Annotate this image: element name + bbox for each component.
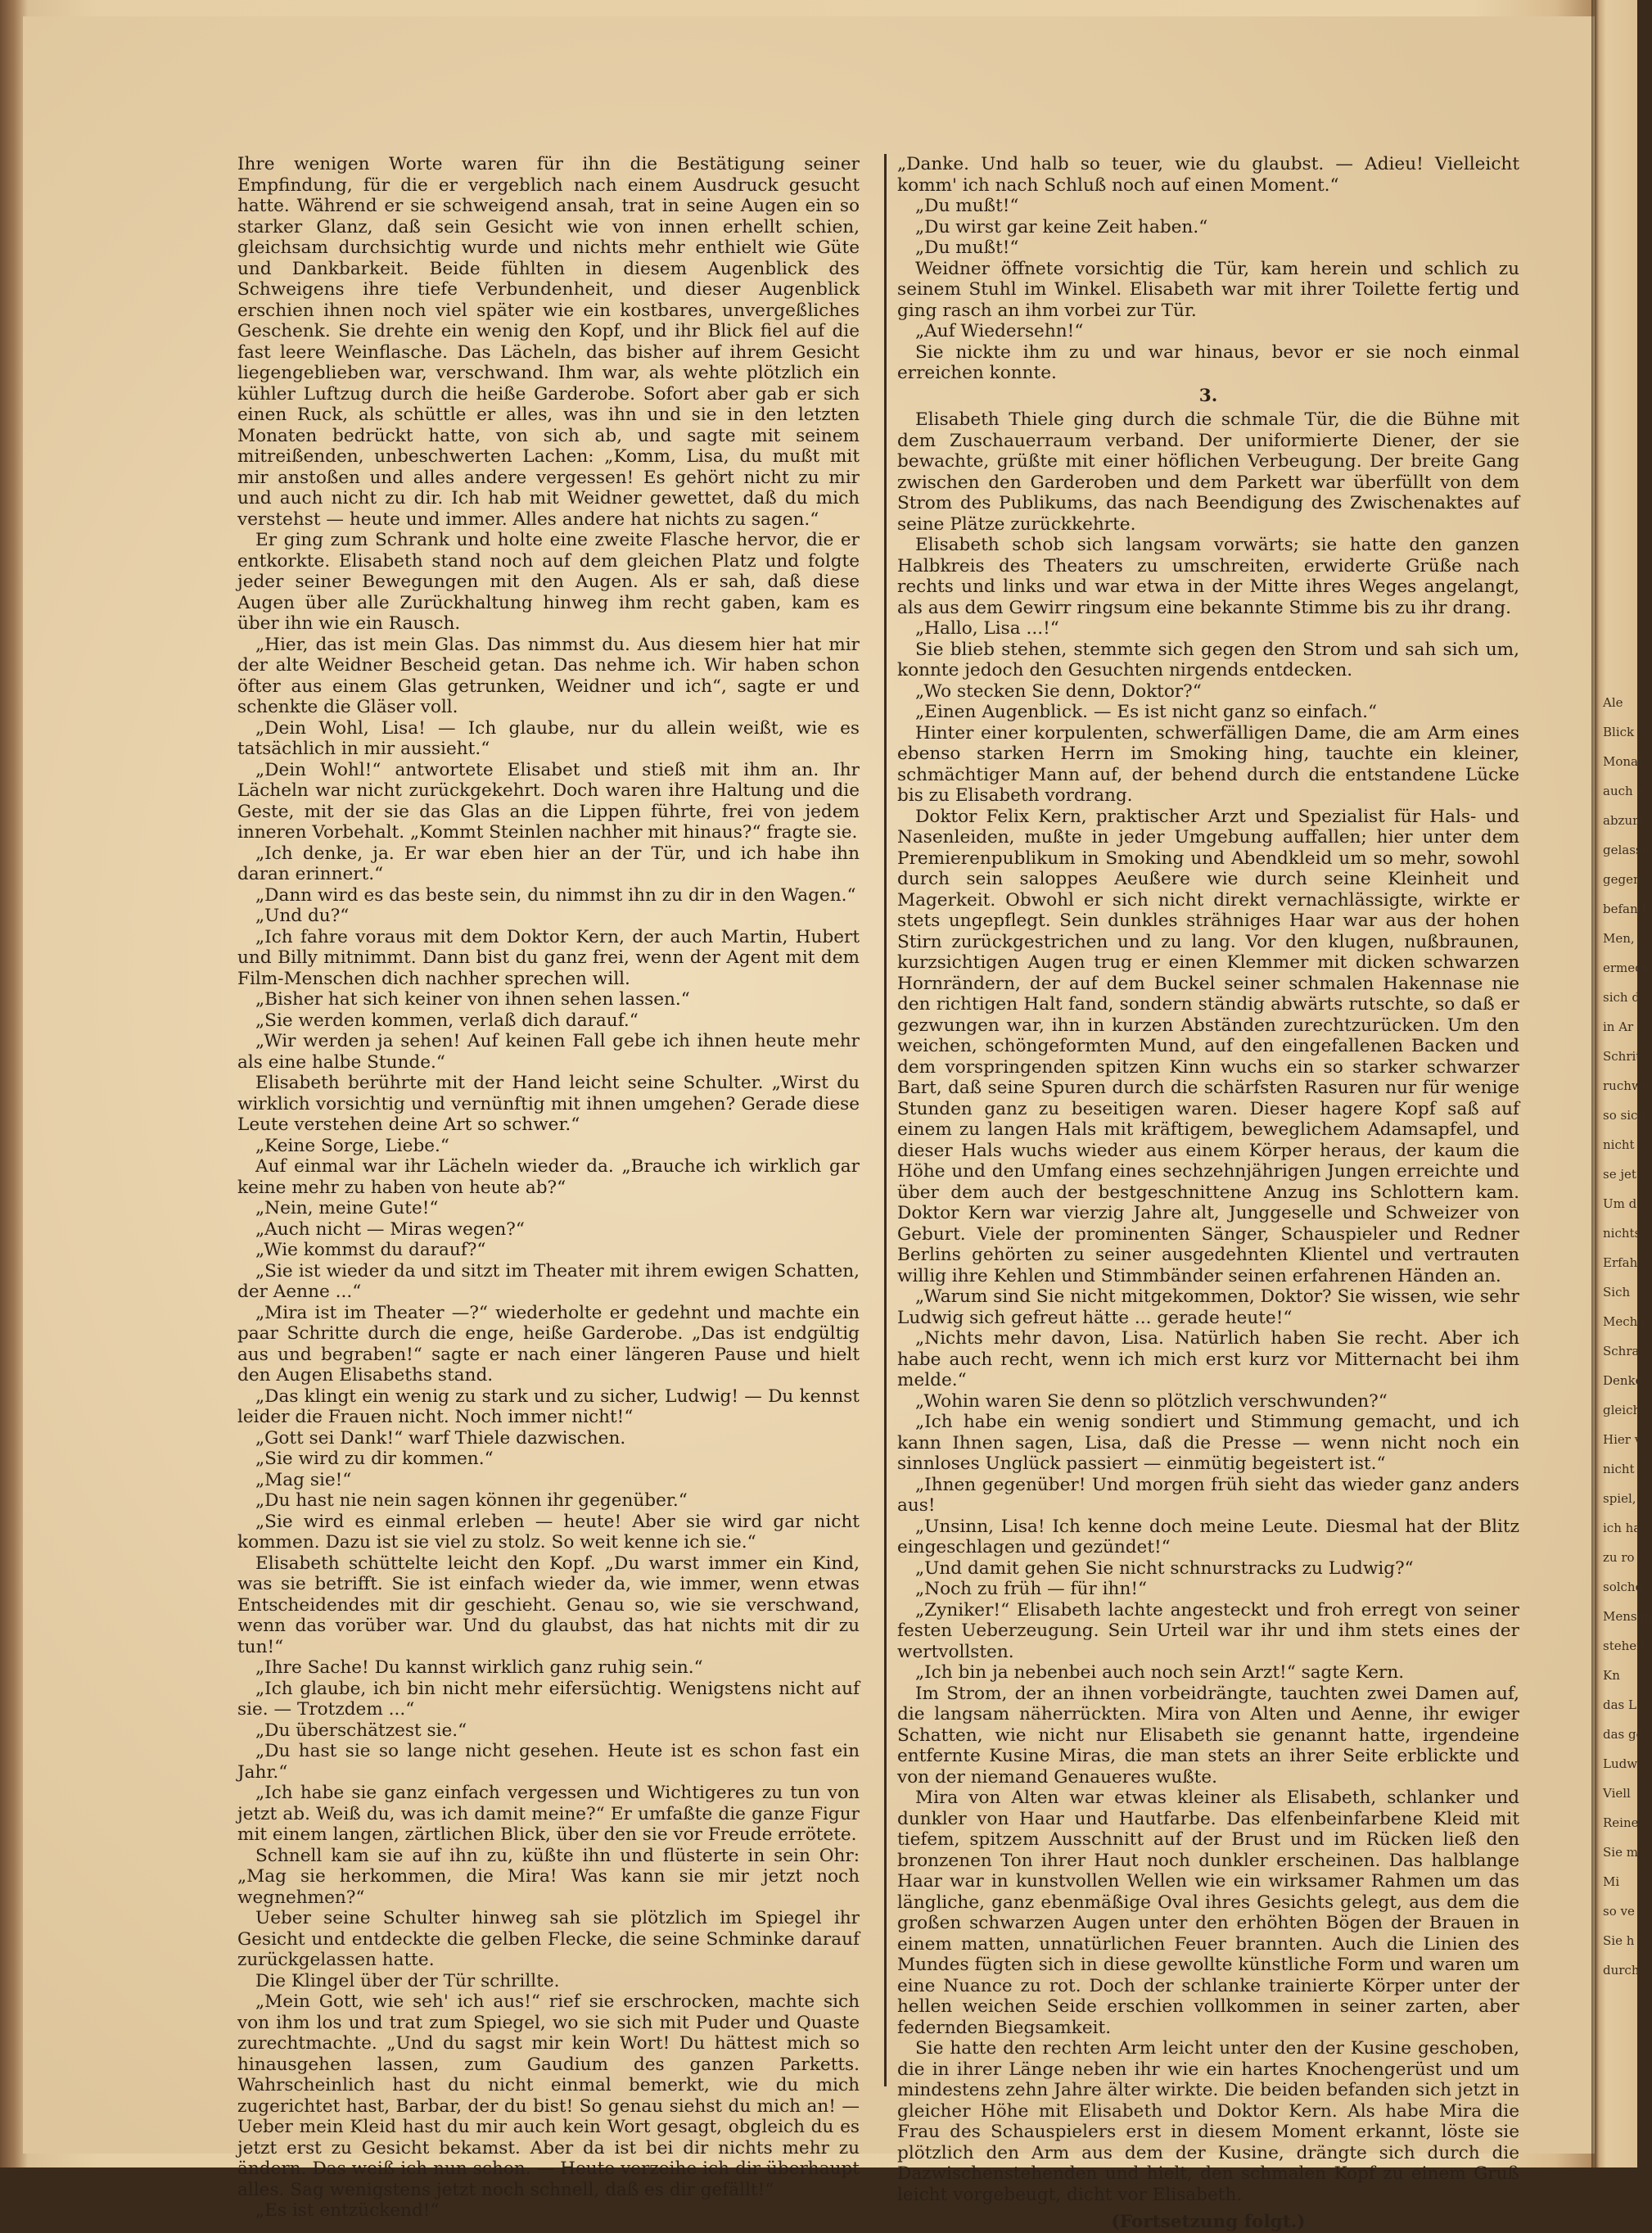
paragraph: „Das klingt ein wenig zu stark und zu sicher, Ludwig! — Du kennst leider die Frauen nicht. Noch immer nicht!“ (237, 1385, 860, 1427)
paragraph: Mira von Alten war etwas kleiner als Elisabeth, schlanker und dunkler von Haar und Hautfarbe. Das elfenbeinfarbene Kleid mit tiefem, spitzem Ausschnitt auf der Brust und im Rücken ließ den bronzenen Ton ihrer Haut noch dunkler erscheinen. Das halblange Haar war in kunstvollen Wellen wie ein wirksamer Rahmen um das längliche, ganz ebenmäßige Oval ihres Gesichts gelegt, aus dem die großen schwarzen Augen unter den erhöhten Bögen der Brauen in einem matten, unnatürlichen Feuer brannten. Auch die Linien des Mundes fügten sich in diese gewollte künstliche Form und waren um eine Nuance zu rot. Doch der schlanke trainierte Körper unter der hellen weichen Seide erschien vollkommen in seiner zarten, aber federnden Biegsamkeit. (897, 1788, 1519, 2038)
next-page-fragment: Monat (1603, 754, 1644, 769)
paragraph: „Hallo, Lisa ...!“ (915, 618, 1059, 639)
paragraph: „Sie wird zu dir kommen.“ (255, 1449, 494, 1469)
paragraph: „Wo stecken Sie denn, Doktor?“ (915, 680, 1202, 702)
next-page-fragment: befand (1603, 902, 1646, 916)
paragraph: Er ging zum Schrank und holte eine zweite Flasche hervor, die er entkorkte. Elisabeth stand noch auf dem gleichen Platz und folgte jeder seiner Bewegungen mit den Augen. Als er sah, daß diese Augen über alle Zurückhaltung hinweg ihm recht gaben, kam es über ihn wie ein Rausch. (237, 530, 860, 634)
paragraph: „Du wirst gar keine Zeit haben.“ (915, 216, 1208, 237)
paragraph: „Und du?“ (255, 906, 350, 926)
next-page-fragment: Ale (1603, 695, 1623, 710)
newspaper-page (23, 16, 1595, 2232)
paragraph: „Du hast nie nein sagen können ihr gegenüber.“ (255, 1490, 688, 1511)
paragraph: „Auf Wiedersehn!“ (915, 321, 1084, 341)
next-page-fragment: se jet (1603, 1167, 1636, 1182)
paragraph: „Zyniker!“ Elisabeth lachte angesteckt und froh erregt von seiner festen Ueberzeugung. Sein Urteil war ihr und ihm stets eines der wertvollsten. (897, 1599, 1519, 1662)
paragraph: „Und damit gehen Sie nicht schnurstracks zu Ludwig?“ (915, 1557, 1414, 1579)
paragraph: Ihre wenigen Worte waren für ihn die Bestätigung seiner Empfindung, für die er vergeblich nach einem Ausdruck gesucht hatte. Während er sie schweigend ansah, trat in seine Augen ein so starker Glanz, daß sein Gesicht wie von innen erhellt schien, gleichsam durchsichtig wurde und nichts mehr enthielt wie Güte und Dankbarkeit. Beide fühlten in diesem Augenblick des Schweigens ihre tiefe Verbundenheit, und dieser Augenblick erschien ihnen noch viel später wie ein kostbares, unvergeßliches Geschenk. Sie drehte ein wenig den Kopf, und ihr Blick fiel auf die fast leere Weinflasche. Das Lächeln, das bisher auf ihrem Gesicht liegengeblieben war, verschwand. Ihm war, als wehte plötzlich ein kühler Luftzug durch die heiße Garderobe. Sofort aber gab er sich einen Ruck, als schüttle er alles, was ihn und sie in den letzten Monaten bedrückt hatte, von sich ab, und sagte mit seinem mitreißenden, unbeschwerten Lachen: „Komm, Lisa, du mußt mit mir anstoßen und alles andere vergessen! Es gehört nicht zu mir und auch nicht zu dir. Ich hab mit Weidner gewettet, daß du mich verstehst — heute und immer. Alles andere hat nichts zu sagen.“ (237, 154, 860, 530)
right-text-column (897, 154, 1519, 2233)
paragraph: Ueber seine Schulter hinweg sah sie plötzlich im Spiegel ihr Gesicht und entdeckte die gelben Flecke, die seine Schminke darauf zurückgelassen hatte. (237, 1908, 860, 1970)
paragraph: „Nein, meine Gute!“ (255, 1198, 439, 1218)
paragraph: „Du überschätzest sie.“ (255, 1720, 467, 1741)
paragraph: Auf einmal war ihr Lächeln wieder da. „Brauche ich wirklich gar keine mehr zu haben von heute ab?“ (237, 1156, 860, 1198)
paragraph: „Danke. Und halb so teuer, wie du glaubst. — Adieu! Vielleicht komm' ich nach Schluß noch auf einen Moment.“ (897, 154, 1519, 196)
paragraph: „Ihre Sache! Du kannst wirklich ganz ruhig sein.“ (255, 1657, 703, 1678)
paragraph: Elisabeth schüttelte leicht den Kopf. „Du warst immer ein Kind, was sie betrifft. Sie ist einfach wieder da, wie immer, wenn etwas Entscheidendes mit dir geschieht. Genau so, wie sie verschwand, wenn das vorüber war. Und du glaubst, das hat nichts mit dir zu tun!“ (237, 1553, 860, 1657)
paragraph: „Ihnen gegenüber! Und morgen früh sieht das wieder ganz anders aus! (897, 1474, 1519, 1516)
paragraph: „Dann wird es das beste sein, du nimmst ihn zu dir in den Wagen.“ (255, 884, 856, 906)
paragraph: Schnell kam sie auf ihn zu, küßte ihn und flüsterte in sein Ohr: „Mag sie herkommen, die Mira! Was kann sie mir jetzt noch wegnehmen?“ (237, 1845, 860, 1908)
paragraph: „Ich fahre voraus mit dem Doktor Kern, der auch Martin, Hubert und Billy mitnimmt. Dann bist du ganz frei, wenn der Agent mit dem Film-Menschen dich nachher sprechen will. (237, 926, 860, 989)
paragraph: „Sie ist wieder da und sitzt im Theater mit ihrem ewigen Schatten, der Aenne ...“ (237, 1260, 860, 1302)
paragraph: Elisabeth berührte mit der Hand leicht seine Schulter. „Wirst du wirklich vorsichtig und vernünftig mit ihnen umgehen? Gerade diese Leute verstehen deine Art so schwer.“ (237, 1073, 860, 1135)
next-page-fragment: auch e (1603, 784, 1645, 798)
paragraph: „Dein Wohl!“ antwortete Elisabet und stieß mit ihm an. Ihr Lächeln war nicht zurückgekehrt. Doch waren ihre Haltung und die Geste, mit der sie das Glas an die Lippen führte, frei von jedem inneren Vorbehalt. „Kommt Steinlen nachher mit hinaus?“ fragte sie. (237, 759, 860, 843)
right-column-part-a (897, 154, 1519, 384)
next-page-fragment: durch (1603, 1963, 1640, 1978)
paragraph: „Du hast sie so lange nicht gesehen. Heute ist es schon fast ein Jahr.“ (237, 1741, 860, 1783)
next-page-fragment: Ludwi (1603, 1756, 1641, 1771)
paragraph: „Wie kommst du darauf?“ (255, 1240, 486, 1260)
paragraph: „Ich glaube, ich bin nicht mehr eifersüchtig. Wenigstens nicht auf sie. — Trotzdem ...“ (237, 1678, 860, 1720)
next-page-fragment: Hier v (1603, 1432, 1642, 1447)
paragraph: Im Strom, der an ihnen vorbeidrängte, tauchten zwei Damen auf, die langsam näherrückten. Mira von Alten und Aenne, ihr ewiger Schatten, wie nicht nur Elisabeth sie genannt hatte, irgendeine entfernte Kusine Miras, die man stets an ihrer Seite erblickte und von der niemand Genaueres wußte. (897, 1683, 1519, 1788)
paragraph: „Auch nicht — Miras wegen?“ (255, 1218, 525, 1240)
paragraph: Hinter einer korpulenten, schwerfälligen Dame, die am Arm eines ebenso starken Herrn im Smoking hing, tauchte ein kleiner, schmächtiger Mann auf, der behend durch die entstandene Lücke bis zu Elisabeth vordrang. (897, 722, 1519, 806)
next-page-fragment: so sich (1603, 1108, 1646, 1123)
paragraph: „Mira ist im Theater —?“ wiederholte er gedehnt und machte ein paar Schritte durch die enge, heiße Garderobe. „Das ist endgültig aus und begraben!“ sagte er nach einer längeren Pause und hielt den Augen Elisabeths stand. (237, 1302, 860, 1385)
paragraph: „Wir werden ja sehen! Auf keinen Fall gebe ich ihnen heute mehr als eine halbe Stunde.“ (237, 1031, 860, 1073)
next-page-fragment: in Ar (1603, 1019, 1634, 1034)
paragraph: Sie hatte den rechten Arm leicht unter den der Kusine geschoben, die in ihrer Länge neben ihr wie ein hartes Knochengerüst und um mindestens zehn Jahre älter wirkte. Die beiden befanden sich jetzt in gleicher Höhe mit Elisabeth und Doktor Kern. Als habe Mira die Frau des Schauspielers erst in diesem Moment erkannt, löste sie plötzlich den Arm aus dem der Kusine, drängte sich durch die Dazwischenstehenden und hielt, den schmalen Kopf zu einem Gruß leicht vorgebeugt, dicht vor Elisabeth. (897, 2038, 1519, 2205)
next-page-fragment: Mi (1603, 1874, 1620, 1889)
paragraph: Elisabeth schob sich langsam vorwärts; sie hatte den ganzen Halbkreis des Theaters zu umschreiten, erwiderte Grüße nach rechts und links und war etwa in der Mitte ihres Weges angelangt, als aus dem Gewirr ringsum eine bekannte Stimme bis zu ihr drang. (897, 535, 1519, 618)
paragraph: „Du mußt!“ (915, 237, 1019, 258)
paragraph: „Mag sie!“ (255, 1469, 352, 1490)
next-page-fragment: Men, (1603, 931, 1635, 946)
paragraph: „Keine Sorge, Liebe.“ (255, 1135, 449, 1156)
next-page-fragment: Sich (1603, 1285, 1631, 1300)
next-page-edge (1595, 0, 1652, 2167)
next-page-fragment: gegen (1603, 872, 1641, 887)
paragraph: „Mein Gott, wie seh' ich aus!“ rief sie erschrocken, machte sich von ihm los und trat zum Spiegel, wo sie sich mit Puder und Quaste zurechtmachte. „Und du sagst mir kein Wort! Du hättest mich so hinausgehen lassen, zum Gaudium des ganzen Parketts. Wahrscheinlich hast du nicht einmal bemerkt, wie du mich zugerichtet hast, Barbar, der du bist! So genau siehst du mich an! — Ueber mein Kleid hast du mir auch kein Wort gesagt, obgleich du es jetzt erst zu Gesicht bekamst. Aber da ist bei dir nichts mehr zu ändern. Das weiß ich nun schon. — Heute verzeihe ich dir überhaupt alles. Sag wenigstens jetzt noch schnell, daß es dir gefällt!“ (237, 1991, 860, 2200)
next-page-fragment: Mensch (1603, 1609, 1652, 1624)
next-page-fragment: gelasse (1603, 843, 1650, 857)
next-page-fragment: zu ro (1603, 1550, 1635, 1565)
paragraph: „Bisher hat sich keiner von ihnen sehen lassen.“ (255, 989, 690, 1010)
paragraph: „Es ist entzückend!“ (255, 2200, 440, 2221)
paragraph: „Gott sei Dank!“ warf Thiele dazwischen. (255, 1427, 626, 1449)
paragraph: „Nichts mehr davon, Lisa. Natürlich haben Sie recht. Aber ich habe auch recht, wenn ich mich erst kurz vor Mitternacht bei ihm melde.“ (897, 1328, 1519, 1390)
paragraph: „Ich habe sie ganz einfach vergessen und Wichtigeres zu tun von jetzt ab. Weiß du, was ich damit meine?“ Er umfaßte die ganze Figur mit einem langen, zärtlichen Blick, über den sie vor Freude errötete. (237, 1783, 860, 1845)
paragraph: Elisabeth Thiele ging durch die schmale Tür, die die Bühne mit dem Zuschauerraum verband. Der uniformierte Diener, der sie bewachte, grüßte mit einer höflichen Verbeugung. Der breite Gang zwischen den Garderoben und dem Parkett war überfüllt von dem Strom des Publikums, das nach Beendigung des Zwischenaktes auf seine Plätze zurückkehrte. (897, 409, 1519, 535)
next-page-fragment: gleich (1603, 1403, 1641, 1417)
next-page-fragment: das ge (1603, 1727, 1644, 1742)
page-edge-shadow (1591, 0, 1598, 2167)
paragraph: Sie nickte ihm zu und war hinaus, bevor er sie noch einmal erreichen konnte. (897, 341, 1519, 383)
next-page-fragment: Denke (1603, 1373, 1643, 1388)
next-page-fragment: Mecha (1603, 1314, 1645, 1329)
paragraph: „Ich bin ja nebenbei auch noch sein Arzt!“ sagte Kern. (915, 1662, 1405, 1683)
paragraph: „Hier, das ist mein Glas. Das nimmst du. Aus diesem hier hat mir der alte Weidner Bescheid getan. Das nehme ich. Wir haben schon öfter aus einem Glas getrunken, Weidner und ich“, sagte er und schenkte die Gläser voll. (237, 634, 860, 717)
paragraph: Doktor Felix Kern, praktischer Arzt und Spezialist für Hals- und Nasenleiden, mußte in jeder Umgebung auffallen; hier unter dem Premierenpublikum in Smoking und Abendkleid um so mehr, sowohl durch sein saloppes Aeußere wie durch seine Kleinheit und Magerkeit. Obwohl er sich nicht direkt vernachlässigte, wirkte er stets ungepflegt. Sein dunkles strähniges Haar war aus der hohen Stirn zurückgestrichen und zu lang. Vor den klugen, nußbraunen, kurzsichtigen Augen trug er einen Klemmer mit dicken schwarzen Hornrändern, der auf dem Buckel seiner schmalen Hakennase nie den richtigen Halt fand, sondern ständig abwärts rutschte, so daß er gezwungen war, ihn in kurzen Abständen zurechtzurücken. Um den weichen, schöngeformten Mund, auf den eingefallenen Backen und dem vorspringenden spitzen Kinn wuchs ein so starker schwarzer Bart, daß seine Spuren durch die schärfsten Rasuren nur für wenige Stunden ganz zu beseitigen waren. Dieser hagere Kopf saß auf einem zu langen Hals mit kräftigem, beweglichem Adamsapfel, und dieser Hals wuchs wieder aus einem Körper heraus, der kaum die Höhe und den Umfang eines sechzehnjährigen Jungen erreichte und über dem auch der bestgeschnittene Anzug ins Schlottern kam. Doktor Kern war vierzig Jahre alt, Junggeselle und Schweizer von Geburt. Viele der prominenten Sänger, Schauspieler und Redner Berlins gehörten zu seiner ausgedehnten Klientel und vertrauten willig ihre Kehlen und Stimmbänder seinen erfahrenen Händen an. (897, 806, 1519, 1286)
next-page-fragment: spiel, (1603, 1491, 1636, 1506)
paragraph: „Sie wird es einmal erleben — heute! Aber sie wird gar nicht kommen. Dazu ist sie viel zu stolz. So weit kenne ich sie.“ (237, 1511, 860, 1553)
paragraph: „Warum sind Sie nicht mitgekommen, Doktor? Sie wissen, wie sehr Ludwig sich gefreut hätte ... gerade heute!“ (897, 1286, 1519, 1328)
next-page-fragment: sich d (1603, 990, 1640, 1005)
next-page-fragment: Um d (1603, 1196, 1637, 1211)
paragraph: „Noch zu früh — für ihn!“ (915, 1579, 1148, 1599)
next-page-fragment: Reine (1603, 1815, 1639, 1830)
next-page-fragment: nicht (1603, 1462, 1635, 1476)
next-page-fragment: Schrit (1603, 1049, 1641, 1064)
next-page-fragment: Schra (1603, 1344, 1640, 1358)
next-page-fragment: so ve (1603, 1904, 1635, 1919)
left-text-column (237, 154, 860, 2222)
next-page-fragment: nichts (1603, 1226, 1641, 1241)
paragraph: „Einen Augenblick. — Es ist nicht ganz so einfach.“ (915, 702, 1378, 722)
next-page-fragment: abzum (1603, 813, 1645, 828)
next-page-fragment: das L (1603, 1697, 1636, 1712)
next-page-fragment: Sie m (1603, 1845, 1638, 1860)
next-page-fragment: solche (1603, 1580, 1643, 1594)
next-page-fragment: stehen (1603, 1639, 1645, 1653)
next-page-fragment: Sie h (1603, 1933, 1635, 1948)
paragraph: „Du mußt!“ (915, 196, 1019, 216)
paragraph: „Dein Wohl, Lisa! — Ich glaube, nur du allein weißt, wie es tatsächlich in mir aussieht.“ (237, 717, 860, 759)
next-page-fragment: ich ha (1603, 1521, 1641, 1535)
section-number: 3. (1198, 385, 1218, 406)
next-page-fragment: nicht (1603, 1137, 1635, 1152)
right-column-part-b (897, 409, 1519, 2205)
paragraph: Die Klingel über der Tür schrillte. (255, 1970, 560, 1991)
next-page-fragment: Viell (1603, 1786, 1631, 1801)
paragraph: Weidner öffnete vorsichtig die Tür, kam herein und schlich zu seinem Stuhl im Winkel. Elisabeth war mit ihrer Toilette fertig und ging rasch an ihm vorbei zur Tür. (897, 258, 1519, 321)
continuation-note: (Fortsetzung folgt.) (1111, 2212, 1306, 2232)
next-page-fragment: Blick (1603, 725, 1635, 739)
paragraph: „Sie werden kommen, verlaß dich darauf.“ (255, 1010, 639, 1031)
column-divider (884, 154, 887, 2086)
paragraph: Sie blieb stehen, stemmte sich gegen den Strom und sah sich um, konnte jedoch den Gesuchten nirgends entdecken. (897, 639, 1519, 680)
paragraph: „Unsinn, Lisa! Ich kenne doch meine Leute. Diesmal hat der Blitz eingeschlagen und gezündet!“ (897, 1516, 1519, 1557)
next-page-fragment: ruchwe (1603, 1078, 1650, 1093)
next-page-fragment: Erfah (1603, 1255, 1638, 1270)
next-page-fragment: Kn (1603, 1668, 1620, 1683)
paragraph: „Ich denke, ja. Er war eben hier an der Tür, und ich habe ihn daran erinnert.“ (237, 843, 860, 884)
next-page-fragment: ermeck (1603, 961, 1650, 975)
paragraph: „Ich habe ein wenig sondiert und Stimmung gemacht, und ich kann Ihnen sagen, Lisa, daß die Presse — wenn nicht noch ein sinnloses Unglück passiert — einmütig begeistert ist.“ (897, 1412, 1519, 1474)
paragraph: „Wohin waren Sie denn so plötzlich verschwunden?“ (915, 1390, 1388, 1412)
